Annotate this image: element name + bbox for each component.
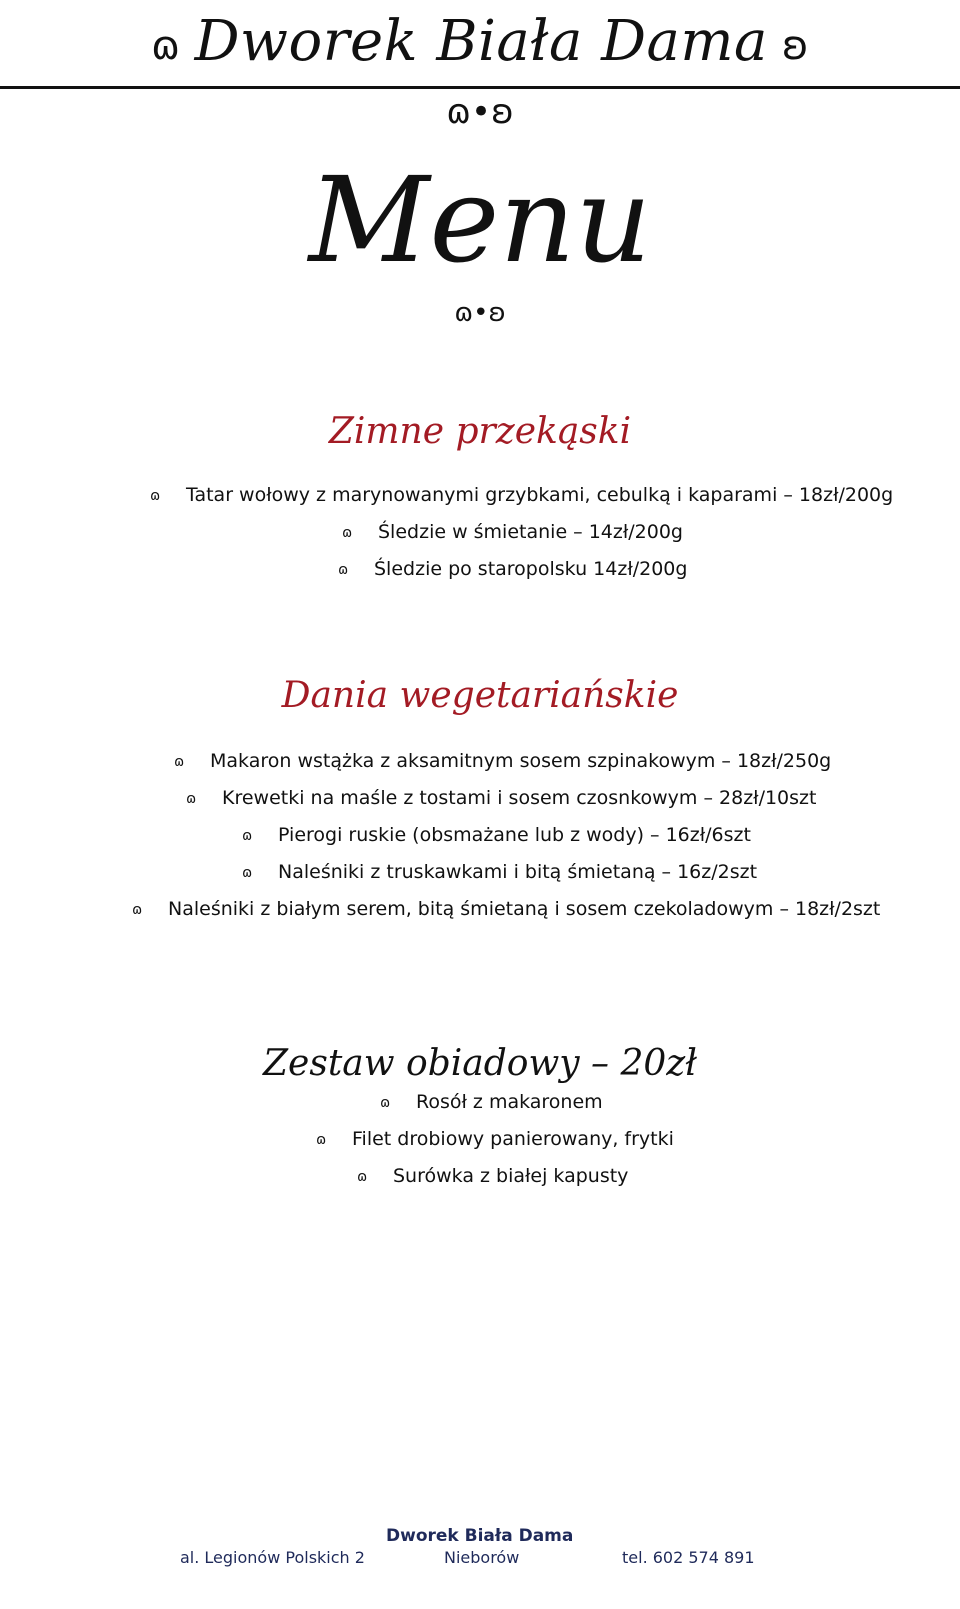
- bullet-icon: ɷ: [186, 790, 197, 807]
- dish-name: Rosół z makaronem: [416, 1091, 603, 1113]
- footer: [0, 1520, 960, 1609]
- dish-name: Naleśniki z truskawkami i bitą śmietaną – 16z/2szt: [278, 861, 758, 883]
- list-item: [174, 748, 831, 775]
- dish-name: Makaron wstążka z aksamitnym sosem szpinakowym – 18zł/250g: [210, 750, 832, 772]
- bullet-icon: ɷ: [357, 1168, 368, 1185]
- section-title-vegetarian: Dania wegetariańskie: [281, 675, 679, 716]
- dish-name: Tatar wołowy z marynowanymi grzybkami, cebulką i kaparami – 18zł/200g: [186, 484, 894, 506]
- dish-name: Śledzie po staropolsku 14zł/200g: [374, 558, 688, 580]
- dish-name: Naleśniki z białym serem, bitą śmietaną i sosem czekoladowym – 18zł/2szt: [168, 898, 881, 920]
- section-title-lunch-set: Zestaw obiadowy – 20zł: [263, 1043, 697, 1084]
- ornament-right-icon: ʚ: [781, 22, 809, 69]
- ornament-divider-icon: ɷ•ʚ: [454, 298, 506, 328]
- list-item: [242, 822, 751, 849]
- list-item: [242, 859, 757, 886]
- dish-name: Śledzie w śmietanie – 14zł/200g: [378, 521, 683, 543]
- footer-town: Nieborów: [444, 1548, 520, 1567]
- list-item: [338, 556, 687, 583]
- bullet-icon: ɷ: [316, 1131, 327, 1148]
- header: [0, 0, 960, 89]
- dish-name: Filet drobiowy panierowany, frytki: [352, 1128, 674, 1150]
- bullet-icon: ɷ: [132, 901, 143, 918]
- bullet-icon: ɷ: [380, 1094, 391, 1111]
- bullet-icon: ɷ: [242, 864, 253, 881]
- list-item: [380, 1089, 603, 1116]
- section-title-cold-starters: Zimne przekąski: [328, 411, 632, 452]
- ornament-divider-top-icon: ɷ•ʚ: [446, 92, 514, 132]
- footer-address: al. Legionów Polskich 2: [180, 1548, 365, 1567]
- dish-name: Pierogi ruskie (obsmażane lub z wody) – 16zł/6szt: [278, 824, 751, 846]
- list-item: [150, 482, 893, 509]
- list-item: [132, 896, 880, 923]
- footer-phone: tel. 602 574 891: [622, 1548, 755, 1567]
- list-item: [357, 1163, 628, 1190]
- bullet-icon: ɷ: [338, 561, 349, 578]
- dish-name: Krewetki na maśle z tostami i sosem czosnkowym – 28zł/10szt: [222, 787, 817, 809]
- ornament-left-icon: ɷ: [151, 22, 181, 69]
- footer-name: Dworek Biała Dama: [386, 1526, 574, 1546]
- dish-name: Surówka z białej kapusty: [393, 1165, 629, 1187]
- list-item: [316, 1126, 674, 1153]
- bullet-icon: ɷ: [150, 487, 161, 504]
- bullet-icon: ɷ: [342, 524, 353, 541]
- list-item: [186, 785, 816, 812]
- header-title: [0, 4, 960, 84]
- bullet-icon: ɷ: [174, 753, 185, 770]
- menu-title: Menu: [308, 151, 652, 289]
- list-item: [342, 519, 683, 546]
- restaurant-name: Dworek Biała Dama: [194, 9, 768, 74]
- bullet-icon: ɷ: [242, 827, 253, 844]
